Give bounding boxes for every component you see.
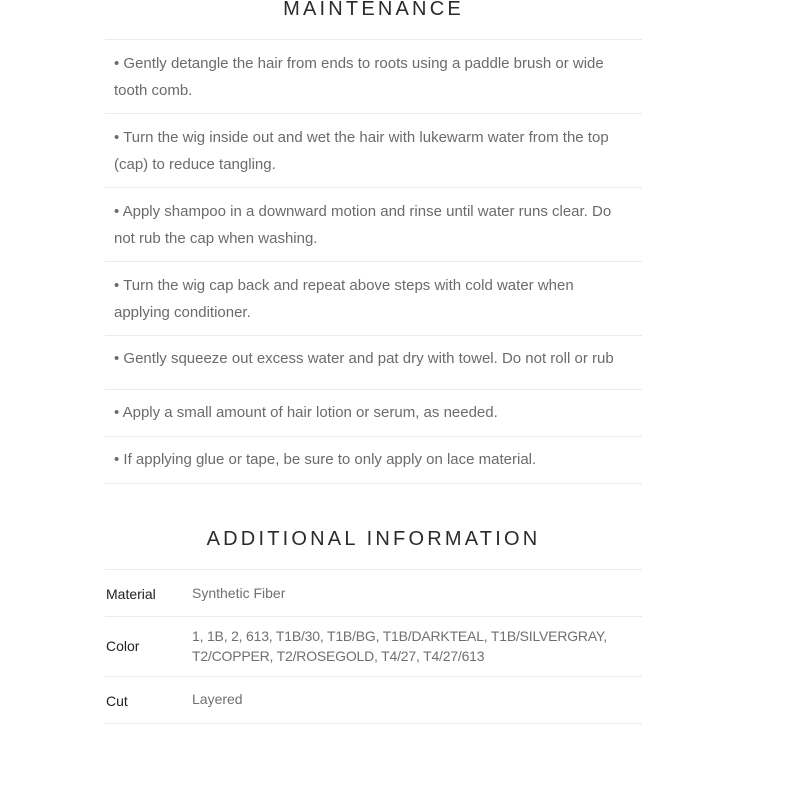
color-label: Color bbox=[106, 638, 140, 654]
additional-information-table bbox=[105, 569, 642, 724]
table-row bbox=[105, 570, 642, 617]
list-item: • Turn the wig inside out and wet the hair with lukewarm water from the top (cap) to reduce tangling. bbox=[105, 114, 642, 188]
list-item: • Apply shampoo in a downward motion and rinse until water runs clear. Do not rub the cap when washing. bbox=[105, 188, 642, 262]
list-item: • Gently squeeze out excess water and pat dry with towel. Do not roll or rub bbox=[105, 336, 642, 390]
cut-label: Cut bbox=[106, 693, 128, 709]
material-value: Synthetic Fiber bbox=[192, 585, 286, 601]
material-label: Material bbox=[106, 586, 156, 602]
list-item: • If applying glue or tape, be sure to only apply on lace material. bbox=[105, 437, 642, 484]
maintenance-list bbox=[105, 39, 642, 484]
maintenance-title: MAINTENANCE bbox=[283, 0, 464, 20]
additional-information-title: ADDITIONAL INFORMATION bbox=[206, 528, 541, 550]
table-row bbox=[105, 617, 642, 677]
list-item: • Gently detangle the hair from ends to roots using a paddle brush or wide tooth comb. bbox=[105, 40, 642, 114]
list-item: • Turn the wig cap back and repeat above steps with cold water when applying conditioner. bbox=[105, 262, 642, 336]
color-value: 1, 1B, 2, 613, T1B/30, T1B/BG, T1B/DARKTEAL, T1B/SILVERGRAY, T2/COPPER, T2/ROSEGOLD, T4/27, T4/27/613 bbox=[192, 628, 607, 664]
cut-value: Layered bbox=[192, 691, 243, 707]
table-row bbox=[105, 677, 642, 724]
list-item: • Apply a small amount of hair lotion or serum, as needed. bbox=[105, 390, 642, 437]
